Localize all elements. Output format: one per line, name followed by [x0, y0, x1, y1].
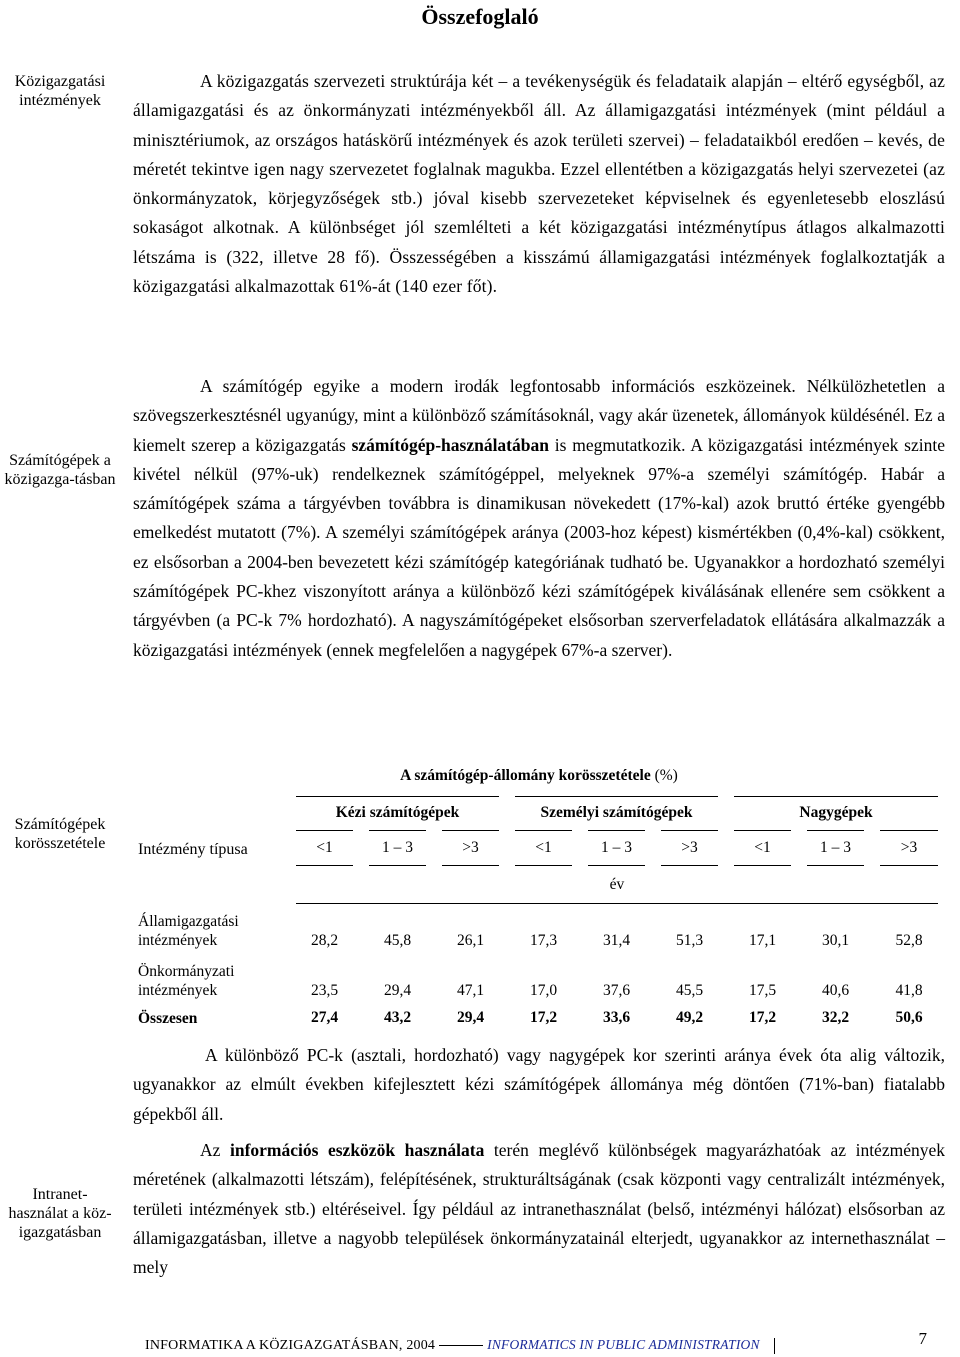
table-cell: 49,2: [675, 1009, 704, 1026]
paragraph-text: A számítógép egyike a modern irodák legfontosabb információs eszközeinek. Nélkülözhetetlen a szövegszerkesztésnél ugyanúgy, mint a különböző számításoknál, vagy akár üzenetek, állományok küldésénél. Ez a kiemelt szerep a közigazgatás: [133, 376, 945, 455]
table-cell: 51,3: [675, 932, 704, 949]
age-range-header: 1 – 3: [799, 830, 872, 866]
paragraph-text: terén meglévő különbségek magyarázhatóak az intézmények méretének (alkalmazotti létszám), felépítésének, strukturáltságának (csak központi vagy centralizált intézmények, területi intézmények stb.) eltéréseivel. Így például az intranethasználat (belső, intézményi hálózat) elsősorban az államigazgatásban, illetve a nagyobb települések önkormányzatainál elterjedt, ugyanakkor az internethasználat – mely: [133, 1140, 945, 1278]
paragraph-age-structure: [133, 1041, 945, 1129]
table-cell: 28,2: [310, 932, 339, 949]
table-cell: 37,6: [602, 982, 631, 999]
unit-label: év: [609, 876, 625, 893]
page-title: Összefoglaló: [421, 4, 539, 29]
table-cell: 17,3: [529, 932, 558, 949]
margin-note-computers: Számítógépek a közigazga-tásban: [4, 452, 116, 488]
paragraph-text: Az: [200, 1140, 230, 1160]
age-range-header: 1 – 3: [580, 830, 653, 866]
margin-note-age-structure: Számítógépek korösszetétele: [14, 816, 106, 852]
table-cell: 23,5: [310, 982, 339, 999]
table-cell: 27,4: [310, 1009, 339, 1026]
footer-separator: [774, 1338, 775, 1354]
table-row: [138, 952, 946, 1002]
table-cell: 47,1: [456, 982, 485, 999]
table-cell: 50,6: [895, 1009, 923, 1026]
column-group-header: [507, 796, 726, 830]
unit-row: [288, 866, 946, 904]
table-title-unit: (%): [654, 767, 678, 784]
table-cell: 29,4: [383, 982, 412, 999]
column-group-label: Nagygépek: [799, 804, 873, 821]
row-header-label: Intézmény típusa: [138, 841, 248, 858]
table-cell: 33,6: [602, 1009, 631, 1026]
age-range-header: >3: [872, 830, 946, 866]
table-row: [138, 904, 946, 952]
row-label: Összesen: [138, 1009, 198, 1027]
table-title: A számítógép-állomány korösszetétele: [400, 767, 651, 784]
table-cell: 29,4: [456, 1009, 485, 1026]
keyword-info-tools-usage: információs eszközök használata: [229, 1140, 485, 1160]
table-cell: 17,2: [748, 1009, 777, 1026]
age-range-header: 1 – 3: [361, 830, 434, 866]
table-cell: 17,1: [748, 932, 777, 949]
table-cell: 26,1: [456, 932, 485, 949]
page-footer: [145, 1329, 945, 1357]
table-cell: 45,8: [383, 932, 412, 949]
column-group-label: Személyi számítógépek: [540, 804, 693, 821]
column-group-label: Kézi számítógépek: [335, 804, 460, 821]
column-group-header: [288, 796, 507, 830]
table-cell: 41,8: [895, 982, 923, 999]
table-cell: 17,2: [529, 1009, 558, 1026]
footer-title-hu: INFORMATIKA A KÖZIGAZGATÁSBAN, 2004: [145, 1338, 436, 1353]
age-structure-table: [138, 796, 946, 1034]
page-number: 7: [918, 1329, 927, 1348]
age-range-header: <1: [726, 830, 799, 866]
age-range-header: <1: [507, 830, 580, 866]
paragraph-text: A közigazgatás szervezeti struktúrája két – a tevékenységük és feladataik alapján – eltérő egységből, az államigazgatási és az önkormányzati intézményekből áll. Az államigazgatási intézmények (mint például a minisztériumok, az országos hatáskörű intézmények és azok területi szervei) – feladataikból eredően – kevés, de méretét tekintve igen nagy szervezetet foglalnak magukba. Ezzel ellentétben a közigazgatás helyi szervezetei (az önkormányzatok, körjegyzőségek stb.) jóval kisebb szervezeteket képviselnek és egyenletesebb eloszlású sokaságot alkotnak. A különbséget jól szemlélteti a két közigazgatási intézménytípus átlagos alkalmazotti létszáma is (322, illetve 28 fő). Összességében a kisszámú államigazgatási intézmények foglalkoztatják a közigazgatási alkalmazottak 61%-át (140 ezer főt).: [133, 71, 945, 297]
margin-note-intranet: Intranet-használat a köz-igazgatásban: [8, 1186, 112, 1241]
table-row-total: [138, 1002, 946, 1034]
paragraph-text: A különböző PC-k (asztali, hordozható) vagy nagygépek kor szerinti aránya évek óta alig változik, ugyanakkor az elmúlt években kifejlesztett kézi számítógépek állománya még döntően (71%-ban) fiatalabb gépekből áll.: [133, 1045, 945, 1124]
table-caption: [133, 766, 945, 786]
paragraph-computers: [133, 372, 945, 665]
age-range-header: >3: [434, 830, 507, 866]
margin-note-institutions: Közigazgatási intézmények: [14, 73, 106, 109]
age-range-header: <1: [288, 830, 361, 866]
table-cell: 32,2: [821, 1009, 850, 1026]
column-group-header: [726, 796, 946, 830]
paragraph-text: is megmutatkozik. A közigazgatási intézmények szinte kivétel nélkül (97%-uk) rendelkeznek számítógéppel, melyeknek 97%-a személyi számítógép. Habár a számítógépek száma a tárgyévben továbbra is dinamikusan növekedett (17%-kal) azok bruttó értéke gyengébb emelkedést mutatott (7%). A személyi számítógépek aránya (2003-hoz képest) kismértékben (0,4%-kal) csökkent, ez elsősorban a 2004-ben bevezetett kézi számítógép kategóriának tudható be. Ugyanakkor a hordozható személyi számítógépek PC-khez viszonyított aránya a különböző kézi számítógépek kiválásának ellenére sem csökkent a tárgyévben (a PC-k 7% hordozható). A nagyszámítógépeket elsősorban szerverfeladatok ellátására alkalmazzák a közigazgatási intézmények (ennek megfelelően a nagygépek 67%-a szerver).: [133, 434, 945, 660]
footer-title-en: INFORMATICS IN PUBLIC ADMINISTRATION: [487, 1337, 760, 1352]
table-cell: 45,5: [675, 982, 704, 999]
paragraph-info-tools: [133, 1136, 945, 1282]
table-cell: 31,4: [602, 932, 631, 949]
table-cell: 52,8: [895, 932, 923, 949]
table-cell: 30,1: [821, 932, 850, 949]
table-cell: 17,0: [529, 982, 558, 999]
footer-divider: [439, 1345, 483, 1346]
table-cell: 40,6: [821, 982, 850, 999]
age-range-header: >3: [653, 830, 726, 866]
table-cell: 17,5: [748, 982, 777, 999]
table-cell: 43,2: [383, 1009, 412, 1026]
row-label: Államigazgatási intézmények: [138, 913, 239, 949]
paragraph-institutions: [133, 67, 945, 301]
keyword-computer-use: számítógép-használatában: [351, 434, 549, 455]
row-label: Önkormányzati intézmények: [138, 963, 235, 999]
